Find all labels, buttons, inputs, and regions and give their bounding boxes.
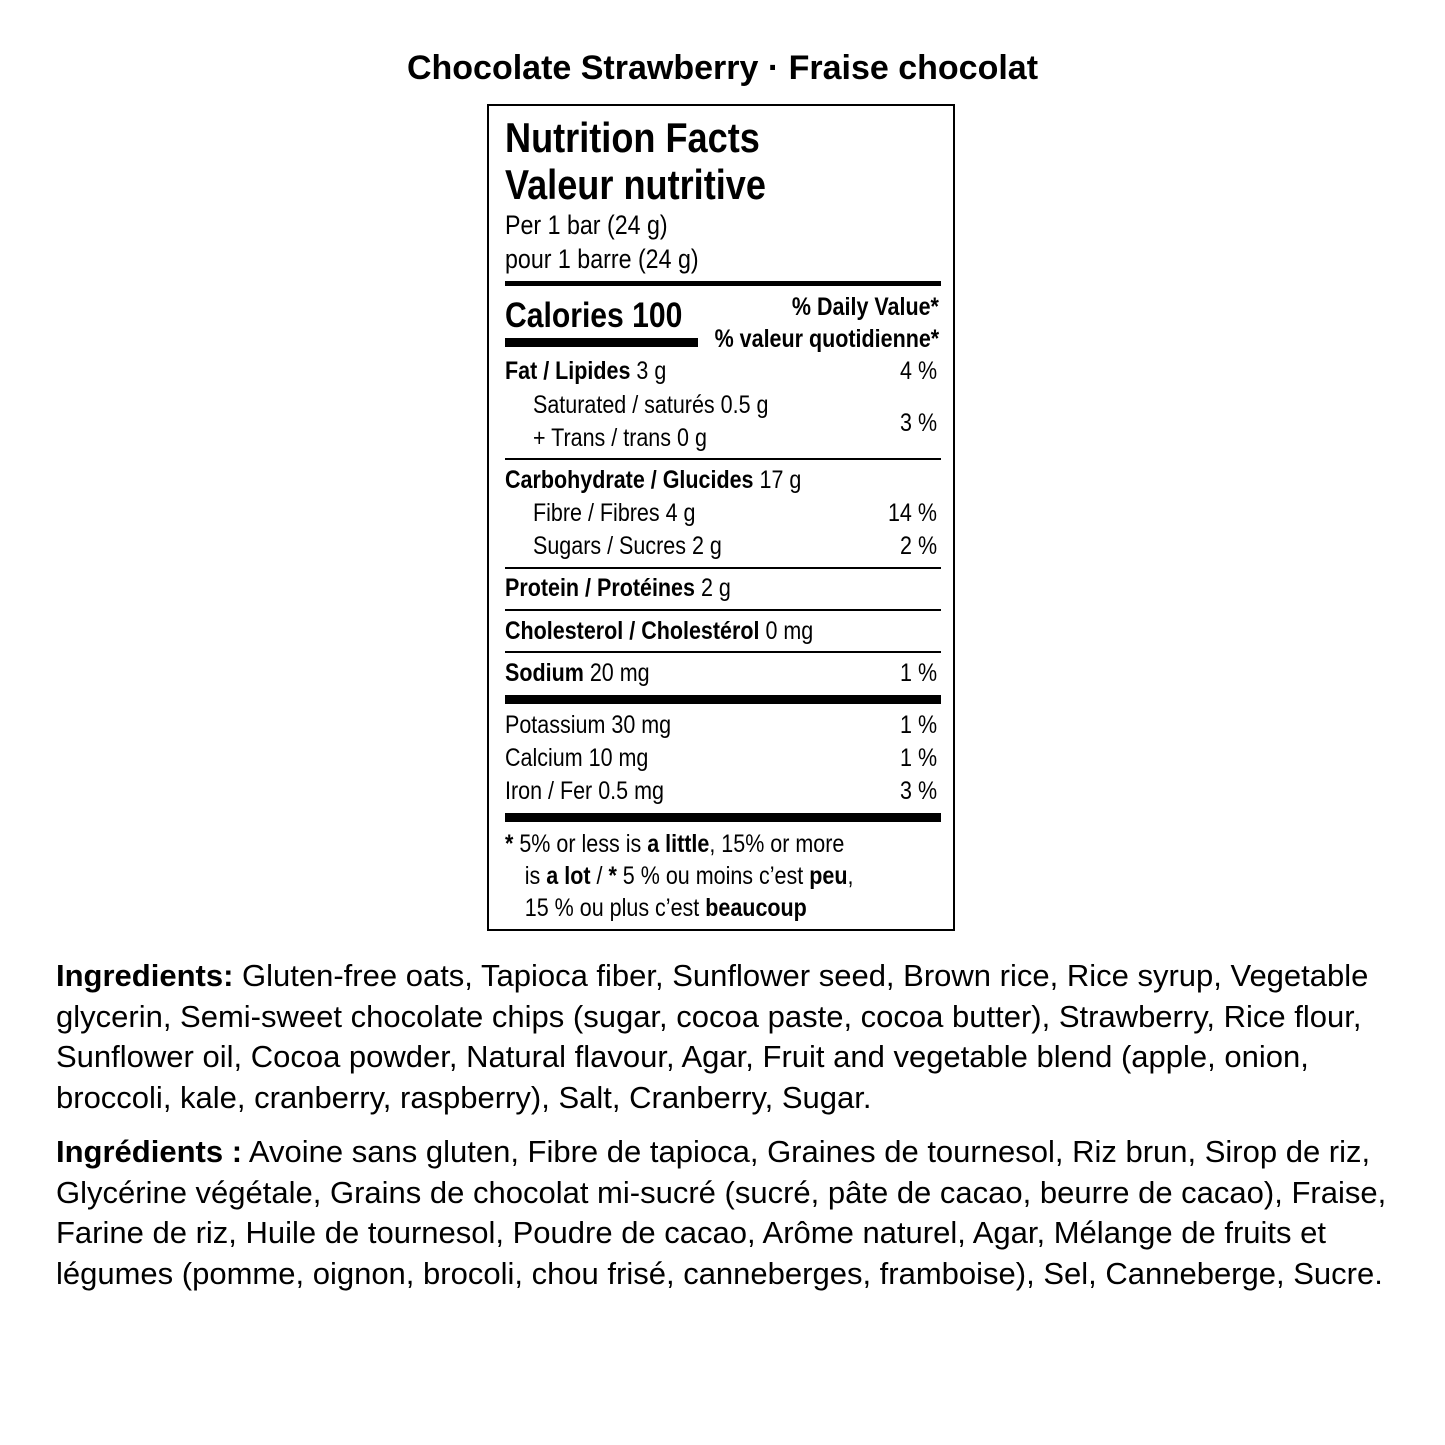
product-title: Chocolate Strawberry · Fraise chocolat xyxy=(406,49,1039,87)
sugars-dv: 2 % xyxy=(899,532,937,560)
carbohydrate-amount: 17 g xyxy=(759,466,802,494)
nutrient-row-fibre xyxy=(505,496,941,530)
ingredients-heading-en: Ingredients: xyxy=(56,958,234,993)
calories-line xyxy=(505,296,682,336)
nutrient-row-calcium xyxy=(505,741,941,775)
serving-size-en: Per 1 bar (24 g) xyxy=(505,210,668,240)
ingredients-text-fr: Avoine sans gluten, Fibre de tapioca, Graines de tournesol, Riz brun, Sirop de riz, Glycérine végétale, Grains de chocolat mi-sucré (sucré, pâte de cacao, beurre de cacao), Fraise, Farine de riz, Huile de tournesol, Poudre de cacao, Arôme naturel, Agar, Mélange de fruits et légumes (pomme, oignon, brocoli, chou frisé, canneberges, framboise), Sel, Canneberge, Sucre. xyxy=(56,1134,1387,1291)
daily-value-footnote xyxy=(505,828,935,924)
calcium-label: Calcium xyxy=(505,744,583,772)
thick-divider xyxy=(505,281,941,286)
sodium-dv: 1 % xyxy=(899,659,937,687)
footnote-emphasis: beaucoup xyxy=(705,894,807,922)
divider xyxy=(505,651,941,653)
nutrient-row-cholesterol xyxy=(505,614,941,648)
nutrient-row-iron xyxy=(505,774,941,808)
trans-label: + Trans / trans xyxy=(533,424,672,452)
footnote-emphasis: a lot xyxy=(546,862,591,890)
nutrient-row-carbohydrate xyxy=(505,463,941,497)
thick-divider xyxy=(505,695,941,704)
footnote-text: is xyxy=(524,862,541,890)
fat-amount: 3 g xyxy=(636,357,667,385)
carbohydrate-label: Carbohydrate / Glucides xyxy=(505,466,754,494)
nutrition-facts-title-en: Nutrition Facts xyxy=(505,114,760,161)
footnote-text: 15 % ou plus c’est xyxy=(524,894,700,922)
calories-label: Calories xyxy=(505,296,624,335)
calcium-dv: 1 % xyxy=(899,744,937,772)
iron-amount: 0.5 mg xyxy=(598,777,664,805)
footnote-text: , xyxy=(847,862,854,890)
footnote-text: 5 % ou moins c’est xyxy=(622,862,804,890)
iron-dv: 3 % xyxy=(899,777,937,805)
nutrition-facts-title-fr: Valeur nutritive xyxy=(505,161,766,208)
cholesterol-amount: 0 mg xyxy=(765,617,814,645)
footnote-text: 5% or less is xyxy=(519,830,642,858)
potassium-label: Potassium xyxy=(505,711,606,739)
footnote-asterisk: * xyxy=(608,862,617,890)
ingredients-text-en: Gluten-free oats, Tapioca fiber, Sunflower seed, Brown rice, Rice syrup, Vegetable glycerin, Semi-sweet chocolate chips (sugar, cocoa paste, cocoa butter), Strawberry, Rice flour, Sunflower oil, Cocoa powder, Natural flavour, Agar, Fruit and vegetable blend (apple, onion, broccoli, kale, cranberry, raspberry), Salt, Cranberry, Sugar. xyxy=(56,958,1369,1115)
fibre-dv: 14 % xyxy=(887,499,937,527)
potassium-dv: 1 % xyxy=(899,711,937,739)
sat-trans-dv: 3 % xyxy=(899,409,937,437)
thick-divider xyxy=(505,813,941,822)
daily-value-header-fr: % valeur quotidienne* xyxy=(714,325,939,353)
fat-label: Fat / Lipides xyxy=(505,357,631,385)
protein-amount: 2 g xyxy=(700,574,731,602)
serving-size-fr: pour 1 barre (24 g) xyxy=(505,244,699,274)
footnote-emphasis: a little xyxy=(647,830,710,858)
saturated-amount: 0.5 g xyxy=(720,391,769,419)
sodium-amount: 20 mg xyxy=(589,659,650,687)
nutrient-row-sodium xyxy=(505,656,941,690)
calories-value: 100 xyxy=(632,296,683,335)
daily-value-header-en: % Daily Value* xyxy=(791,293,939,321)
divider xyxy=(505,609,941,611)
ingredients-english xyxy=(56,956,1401,1118)
potassium-amount: 30 mg xyxy=(611,711,672,739)
ingredients-heading-fr: Ingrédients : xyxy=(56,1134,243,1169)
sat-trans-dv-row xyxy=(505,406,941,440)
divider xyxy=(505,567,941,569)
ingredients-french xyxy=(56,1132,1401,1294)
sugars-label: Sugars / Sucres xyxy=(533,532,686,560)
fibre-label: Fibre / Fibres xyxy=(533,499,660,527)
cholesterol-label: Cholesterol / Cholestérol xyxy=(505,617,760,645)
nutrient-row-sugars xyxy=(505,529,941,563)
nutrient-row-fat xyxy=(505,354,941,388)
trans-amount: 0 g xyxy=(677,424,707,452)
sugars-amount: 2 g xyxy=(691,532,722,560)
fibre-amount: 4 g xyxy=(665,499,696,527)
fat-dv: 4 % xyxy=(899,357,937,385)
calories-underline xyxy=(505,338,698,347)
calcium-amount: 10 mg xyxy=(588,744,649,772)
sodium-label: Sodium xyxy=(505,659,584,687)
iron-label: Iron / Fer xyxy=(505,777,593,805)
nutrition-facts-panel xyxy=(487,104,955,931)
footnote-emphasis: peu xyxy=(809,862,848,890)
footnote-asterisk: * xyxy=(505,830,514,858)
nutrient-row-protein xyxy=(505,571,941,605)
nutrient-row-potassium xyxy=(505,708,941,742)
protein-label: Protein / Protéines xyxy=(505,574,695,602)
divider xyxy=(505,458,941,460)
saturated-label: Saturated / saturés xyxy=(533,391,715,419)
footnote-text: , 15% or more xyxy=(709,830,845,858)
footnote-text: / xyxy=(596,862,603,890)
